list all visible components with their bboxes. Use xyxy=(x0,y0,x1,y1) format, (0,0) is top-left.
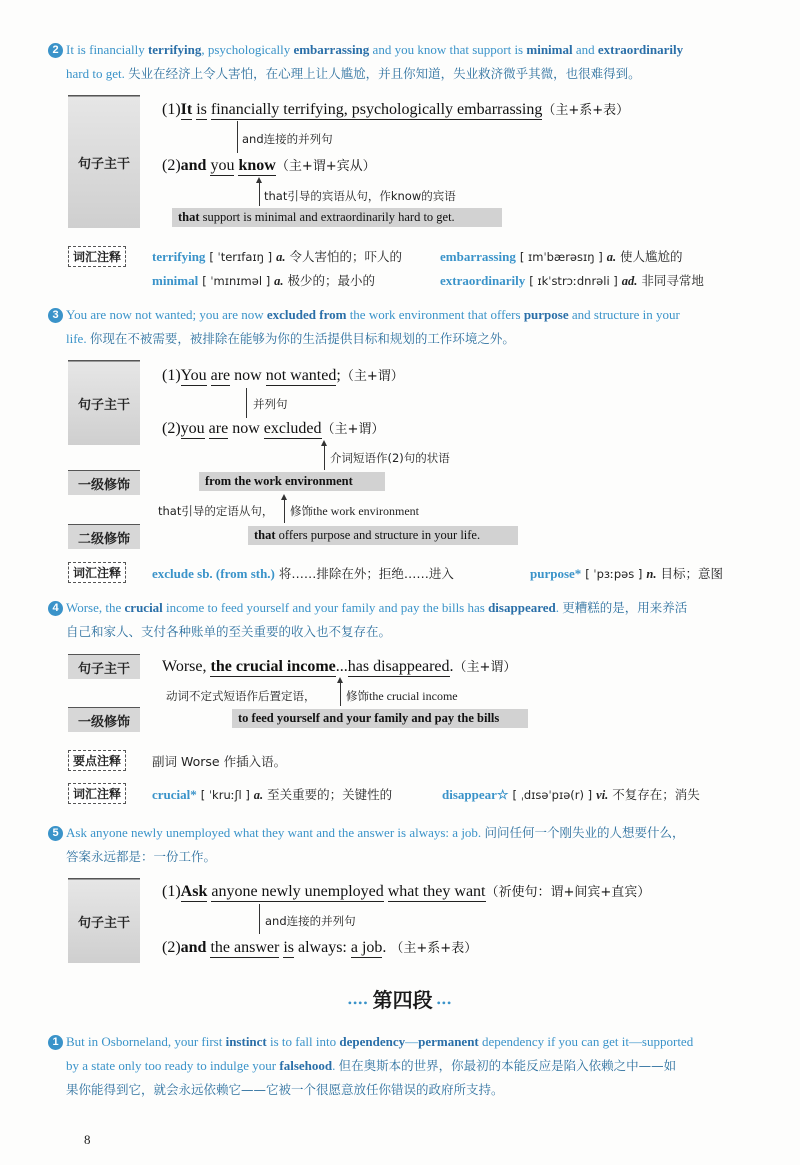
s2-paragraph: 2 It is financially terrifying, psychologically embarrassing and you know that support is minimal and extraordinarily hard to get. 失业在经济上令人害怕，在心理上让人尴尬，并且你知道，失业救济微乎其微，也很难得到。 xyxy=(48,38,768,86)
s5-line1: (1)Ask anyone newly unemployed what they want（祈使句：谓+间宾+直宾） xyxy=(162,883,651,900)
s3-number-badge: 3 xyxy=(48,308,63,323)
s5-paragraph: 5 Ask anyone newly unemployed what they want and the answer is always: a job. 问问任何一个刚失业的人想要什么， 答案永远都是：一份工作。 xyxy=(48,821,773,869)
dots-right-icon: ••• xyxy=(436,996,453,1010)
s4-label-main: 句子主干 xyxy=(68,655,140,679)
s3-label-level1: 一级修饰 xyxy=(68,471,140,495)
s3-vocab-label: 词汇注释 xyxy=(68,562,126,583)
s2-vocab-label: 词汇注释 xyxy=(68,246,126,267)
s5-number-badge: 5 xyxy=(48,826,63,841)
s3-label-main: 句子主干 xyxy=(68,361,140,445)
s4-key-text: 副词 Worse 作插入语。 xyxy=(152,754,287,769)
s4-number-badge: 4 xyxy=(48,601,63,616)
s5-label-main: 句子主干 xyxy=(68,879,140,963)
s3-level1-band: from the work environment xyxy=(199,472,385,491)
s2-number-badge: 2 xyxy=(48,43,63,58)
p4s1-number-badge: 1 xyxy=(48,1035,63,1050)
s4-level1-band: to feed yourself and your family and pay the bills xyxy=(232,709,528,728)
s3-line1: (1)You are now not wanted;（主+谓） xyxy=(162,367,404,384)
s3-note1: 并列句 xyxy=(253,397,288,411)
s4-line: Worse, the crucial income...has disappeared.（主+谓） xyxy=(162,658,517,675)
s2-line2: (2)and you know（主+谓+宾从） xyxy=(162,157,376,174)
dots-left-icon: •••• xyxy=(347,996,369,1010)
s3-paragraph: 3 You are now not wanted; you are now excluded from the work environment that offers purpose and structure in your life. 你现在不被需要，被排除在能够为你的生活提供目标和规划的工作环境之外。 xyxy=(48,303,768,351)
s2-vocab-extraordinarily: extraordinarily [ ɪkˈstrɔːdnrəli ] ad. 非同寻常地 xyxy=(440,273,704,288)
s4-label-level1: 一级修饰 xyxy=(68,708,140,732)
s4-paragraph: 4 Worse, the crucial income to feed yourself and your family and pay the bills has disappeared. 更糟糕的是，用来养活 自己和家人、支付各种账单的至关重要的收入也不复存在。 xyxy=(48,596,773,644)
s2-note2: that引导的宾语从句，作know的宾语 xyxy=(264,189,456,203)
s3-label-level2: 二级修饰 xyxy=(68,525,140,549)
p4s1-paragraph: 1 But in Osborneland, your first instinct is to fall into dependency—permanent dependency if you can get it—supported by a state only too ready to indulge your falsehood. 但在奥斯本的世界，你最初的本能反应是陷入依赖之中——如 果你能得到它，就会永远依赖它——它被一个很愿意放任你错误的政府所支持。 xyxy=(48,1030,773,1102)
section-title: 第四段 xyxy=(372,988,433,1012)
s4-note-target: 修饰the crucial income xyxy=(346,689,458,703)
s3-vocab-exclude: exclude sb. (from sth.) 将……排除在外；拒绝……进入 xyxy=(152,566,454,581)
s2-label-main: 句子主干 xyxy=(68,96,140,228)
s2-vocab-terrifying: terrifying [ ˈterɪfaɪŋ ] a. 令人害怕的；吓人的 xyxy=(152,249,402,264)
s3-vocab-purpose: purpose* [ ˈpɜːpəs ] n. 目标；意图 xyxy=(530,566,723,581)
s4-vocab-crucial: crucial* [ ˈkruːʃl ] a. 至关重要的；关键性的 xyxy=(152,787,393,802)
s3-note3-target: 修饰the work environment xyxy=(290,504,419,518)
s3-note2: 介词短语作(2)句的状语 xyxy=(330,451,450,465)
s4-note: 动词不定式短语作后置定语， xyxy=(166,689,316,703)
s4-vocab-label: 词汇注释 xyxy=(68,783,126,804)
page-number: 8 xyxy=(84,1132,91,1147)
s2-clause-band: that support is minimal and extraordinarily hard to get. xyxy=(172,208,502,227)
s3-line2: (2)you are now excluded（主+谓） xyxy=(162,420,385,437)
s2-note1: and连接的并列句 xyxy=(242,132,333,146)
s2-vocab-minimal: minimal [ ˈmɪnɪməl ] a. 极少的；最小的 xyxy=(152,273,376,288)
s2-line1: (1)It is financially terrifying, psychologically embarrassing（主+系+表） xyxy=(162,101,630,118)
s5-note1: and连接的并列句 xyxy=(265,914,356,928)
s3-level2-band: that offers purpose and structure in your life. xyxy=(248,526,518,545)
s2-vocab-embarrassing: embarrassing [ ɪmˈbærəsɪŋ ] a. 使人尴尬的 xyxy=(440,249,683,264)
s4-vocab-disappear: disappear☆ [ ˌdɪsəˈpɪə(r) ] vi. 不复存在；消失 xyxy=(442,787,700,802)
section-header xyxy=(0,984,800,1013)
s5-line2: (2)and the answer is always: a job. （主+系+表） xyxy=(162,939,478,956)
s3-note3: that引导的定语从句， xyxy=(158,504,274,518)
s4-key-label: 要点注释 xyxy=(68,750,126,771)
